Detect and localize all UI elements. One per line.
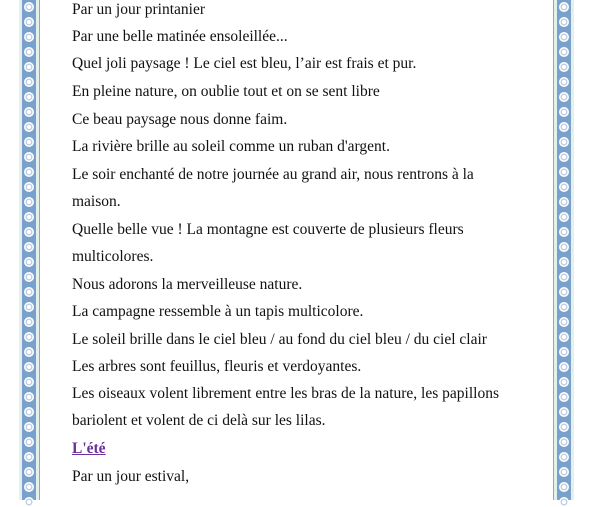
flower-border-icon: [559, 122, 569, 132]
flower-border-icon: [24, 362, 34, 372]
flower-border-icon: [559, 92, 569, 102]
flower-border-icon: [559, 107, 569, 117]
flower-border-icon: [559, 197, 569, 207]
flower-border-icon: [559, 332, 569, 342]
section-heading: L'été: [72, 440, 106, 457]
text-line: La campagne ressemble à un tapis multicolore.: [72, 303, 364, 320]
flower-border-icon: [24, 242, 34, 252]
flower-border-icon: [24, 257, 34, 267]
flower-border-icon: [559, 2, 569, 12]
flower-border-icon: [24, 62, 34, 72]
flower-border-icon: [559, 212, 569, 222]
right-flower-border: [553, 0, 574, 500]
flower-border-icon: [559, 272, 569, 282]
flower-border-icon: [24, 107, 34, 117]
flower-border-icon: [559, 302, 569, 312]
flower-border-icon: [559, 362, 569, 372]
flower-border-icon: [559, 167, 569, 177]
flower-border-icon: [24, 497, 34, 507]
flower-border-icon: [559, 287, 569, 297]
flower-border-icon: [559, 452, 569, 462]
flower-border-icon: [24, 377, 34, 387]
text-line: Le soleil brille dans le ciel bleu / au fond du ciel bleu / du ciel clair: [72, 331, 487, 348]
flower-border-icon: [24, 302, 34, 312]
flower-border-icon: [559, 152, 569, 162]
text-line: maison.: [72, 193, 121, 210]
flower-border-icon: [24, 92, 34, 102]
flower-border-icon: [559, 62, 569, 72]
flower-border-icon: [559, 497, 569, 507]
flower-border-icon: [24, 152, 34, 162]
flower-border-icon: [559, 407, 569, 417]
flower-border-icon: [559, 422, 569, 432]
flower-border-icon: [559, 137, 569, 147]
flower-border-icon: [24, 332, 34, 342]
flower-border-icon: [24, 422, 34, 432]
flower-border-icon: [24, 437, 34, 447]
flower-border-icon: [24, 122, 34, 132]
text-line: Quelle belle vue ! La montagne est couverte de plusieurs fleurs: [72, 221, 464, 238]
text-line: multicolores.: [72, 248, 154, 265]
flower-border-icon: [559, 467, 569, 477]
flower-border-icon: [24, 197, 34, 207]
text-line: Par un jour estival,: [72, 468, 190, 485]
text-line: bariolent et volent de ci delà sur les lilas.: [72, 412, 326, 429]
text-line: Par un jour printanier: [72, 1, 206, 18]
flower-border-icon: [24, 317, 34, 327]
text-line: Ce beau paysage nous donne faim.: [72, 111, 288, 128]
text-line: Par une belle matinée ensoleillée...: [72, 28, 288, 45]
flower-border-icon: [24, 287, 34, 297]
flower-border-icon: [559, 32, 569, 42]
flower-border-icon: [559, 47, 569, 57]
flower-border-icon: [559, 437, 569, 447]
flower-border-icon: [559, 377, 569, 387]
flower-border-icon: [24, 17, 34, 27]
text-line: Le soir enchanté de notre journée au grand air, nous rentrons à la: [72, 166, 474, 183]
text-line: En pleine nature, on oublie tout et on se sent libre: [72, 83, 380, 100]
flower-border-icon: [24, 137, 34, 147]
flower-border-icon: [24, 452, 34, 462]
flower-border-icon: [24, 392, 34, 402]
text-line: La rivière brille au soleil comme un ruban d'argent.: [72, 138, 390, 155]
flower-border-icon: [559, 392, 569, 402]
flower-border-icon: [24, 32, 34, 42]
flower-border-icon: [559, 77, 569, 87]
flower-border-icon: [559, 182, 569, 192]
flower-border-icon: [24, 2, 34, 12]
flower-border-icon: [24, 47, 34, 57]
flower-border-icon: [24, 167, 34, 177]
text-line: Les oiseaux volent librement entre les bras de la nature, les papillons: [72, 385, 499, 402]
flower-border-icon: [559, 227, 569, 237]
text-line: Nous adorons la merveilleuse nature.: [72, 276, 303, 293]
flower-border-icon: [24, 182, 34, 192]
flower-border-icon: [24, 212, 34, 222]
flower-border-icon: [559, 257, 569, 267]
flower-border-icon: [559, 242, 569, 252]
text-line: Quel joli paysage ! Le ciel est bleu, l’air est frais et pur.: [72, 55, 417, 72]
flower-border-icon: [24, 482, 34, 492]
flower-border-icon: [24, 407, 34, 417]
flower-border-icon: [559, 347, 569, 357]
flower-border-icon: [24, 227, 34, 237]
text-line: Les arbres sont feuillus, fleuris et verdoyantes.: [72, 358, 362, 375]
flower-border-icon: [24, 347, 34, 357]
flower-border-icon: [559, 482, 569, 492]
left-flower-border: [19, 0, 40, 500]
flower-border-icon: [24, 272, 34, 282]
flower-border-icon: [559, 17, 569, 27]
flower-border-icon: [24, 467, 34, 477]
flower-border-icon: [24, 77, 34, 87]
flower-border-icon: [559, 317, 569, 327]
